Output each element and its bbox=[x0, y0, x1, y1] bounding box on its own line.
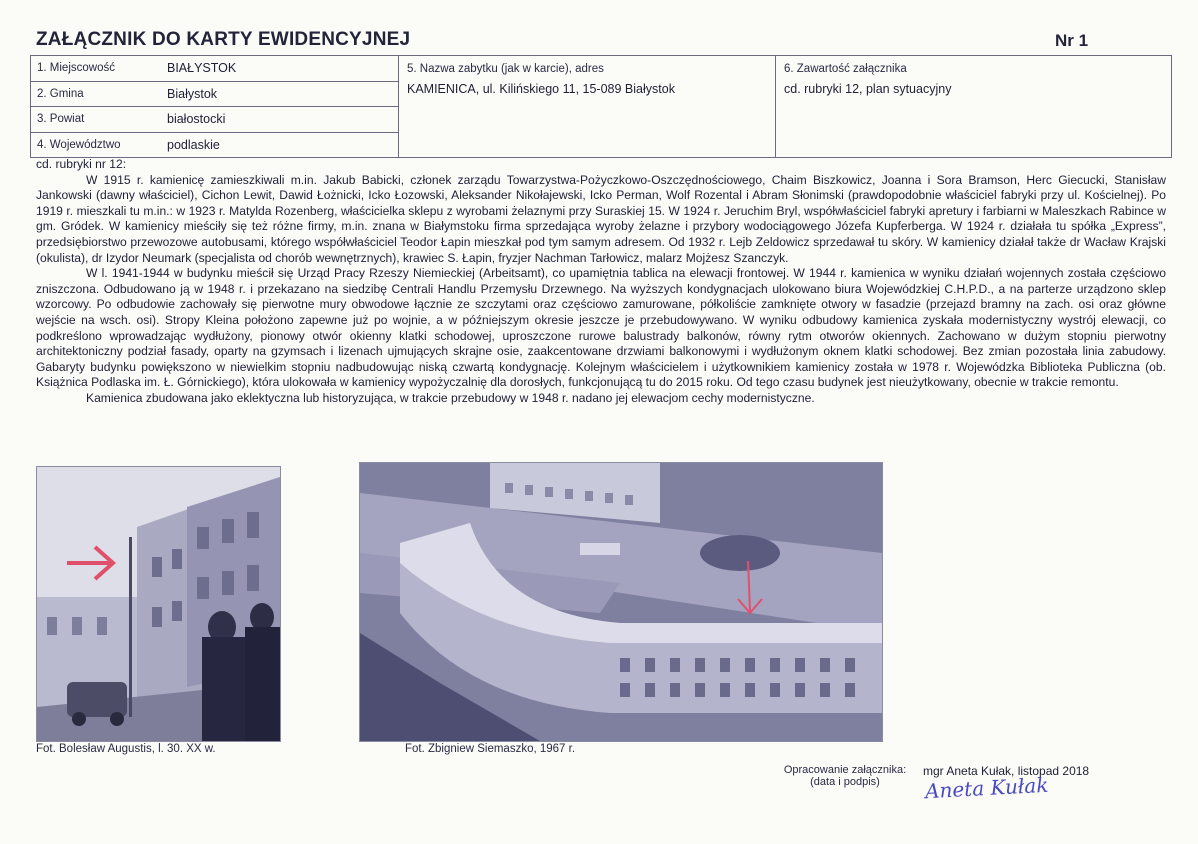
body-text bbox=[36, 157, 1166, 407]
paragraph-1: W 1915 r. kamienicę zamieszkiwali m.in. Jakub Babicki, członek zarządu Towarzystwa-Pożyczkowo-Oszczędnościowego, Chaim Biszkowicz, Joanna i Sora Bramson, Herc Giecucki, Stanisław Jankowski (dawny właściciel), Cichon Lewit, Dawid Łożnicki, Icko Łozowski, Aleksander Nikołajewski, Icko Perman, Wolf Rozental i Abram Słonimski (prawdopodobnie właściciel fabryki przy ul. Kościelnej). Po 1919 r. mieszkali tu m.in.: w 1923 r. Matylda Rozenberg, właścicielka sklepu z wyrobami żelaznymi przy Suraskiej 15. W 1924 r. Jeruchim Bryl, współwłaściciel fabryki apretury i farbiarni w Maleszkach Rabince w gm. Gródek. W kamienicy mieściły się też różne firmy, m.in. znana w Białymstoku firma sprzedająca wyroby żelazne i przybory wodociągowego Józefa Kupferberga. W 1924 r. działała tu spółka „Express”, przedsiębiorstwo przewozowe autobusami, którego współwłaściciel Teodor Łapin mieszkał pod tym samym adresem. Od 1932 r. Lejb Zeldowicz sprzedawał tu skóry. W kamienicy działał także dr Wacław Krajski (okulista), dr Izydor Neumark (specjalista od chorób wewnętrznych), krawiec S. Łapin, fryzjer Nachman Tarłowicz, malarz Mojżesz Szanczyk. bbox=[36, 172, 1166, 265]
document-number: Nr 1 bbox=[1055, 31, 1089, 50]
row-miejscowosc bbox=[31, 56, 398, 82]
footer-label bbox=[775, 764, 915, 788]
row-gmina bbox=[31, 82, 398, 108]
powiat-label: 3. Powiat bbox=[37, 113, 85, 125]
contents-column bbox=[776, 56, 1172, 157]
nazwa-value: KAMIENICA, ul. Kilińskiego 11, 15-089 Białystok bbox=[407, 82, 675, 96]
row-wojewodztwo bbox=[31, 133, 398, 159]
zawartosc-label: 6. Zawartość załącznika bbox=[784, 63, 907, 75]
gmina-label: 2. Gmina bbox=[37, 87, 84, 100]
photo2-caption: Fot. Zbigniew Siemaszko, 1967 r. bbox=[405, 743, 576, 755]
footer-label-line1: Opracowanie załącznika: bbox=[783, 764, 907, 776]
wojewodztwo-label: 4. Województwo bbox=[37, 138, 121, 151]
historic-street-photo bbox=[36, 466, 281, 742]
body-lead: cd. rubryki nr 12: bbox=[36, 157, 127, 171]
zawartosc-value: cd. rubryki 12, plan sytuacyjny bbox=[784, 82, 952, 96]
footer-label-line2: (data i podpis) bbox=[810, 776, 880, 788]
powiat-value: białostocki bbox=[167, 112, 226, 126]
paragraph-2: W l. 1941-1944 w budynku mieścił się Urząd Pracy Rzeszy Niemieckiej (Arbeitsamt), co upamiętnia tablica na elewacji frontowej. W 1944 r. kamienica w wyniku działań wojennych została częściowo zniszczona. Odbudowano ją w 1948 r. i przekazano na siedzibę Centrali Handlu Przemysłu Drzewnego. Na wyższych kondygnacjach ulokowano biura Wojewódzkiej C.H.P.D., a na parterze urządzono sklep wzorcowy. Po odbudowie zachowały się pierwotne mury obwodowe łącznie ze szczytami oraz częściowo zamurowane, półkoliście zamknięte otwory w fasadzie (przejazd bramny na zach. osi oraz główne wejście na wsch. osi). Stropy Kleina położono zapewne już po wojnie, a w późniejszym okresie jeszcze je przebudowywano. W wyniku odbudowy kamienica zyskała modernistyczny wystrój elewacji, co podkreślono wprowadzając wydłużony, pionowy otwór okienny klatki schodowej, uproszczone rurowe balustrady balkonów, równy rytm otworów okiennych. Zachowano w dużym stopniu pierwotny architektoniczny podział fasady, oparty na gzymsach i lizenach ujmujących skrajne osie, zaakcentowane drzwiami balkonowymi i wydłużonym oknem klatki schodowej. Bez zmian pozostała linia zabudowy. Gabaryty budynku powiększono w niewielkim stopniu nadbudowując niską czwartą kondygnację. Kolejnym właścicielem i użytkownikiem kamienicy została w 1978 r. Wojewódzka Biblioteka Publiczna (ob. Książnica Podlaska im. Ł. Górnickiego), która ulokowała w kamienicy wypożyczalnię dla dorosłych, funkcjonującą tu do 2015 roku. Od tego czasu budynek jest nieużytkowany, obecnie w trakcie remontu. bbox=[36, 266, 1166, 390]
header-table bbox=[30, 55, 1172, 158]
paragraph-3: Kamienica zbudowana jako eklektyczna lub historyzująca, w trakcie przebudowy w 1948 r. nadano jej elewacjom cechy modernistyczne. bbox=[86, 390, 815, 405]
row-powiat bbox=[31, 107, 398, 133]
handwritten-signature: Aneta Kułak bbox=[924, 772, 1049, 804]
monument-column bbox=[399, 56, 776, 157]
historic-street-illustration bbox=[37, 467, 280, 741]
wojewodztwo-value: podlaskie bbox=[167, 137, 220, 152]
footer-author: mgr Aneta Kułak, listopad 2018 bbox=[923, 764, 1090, 778]
photo1-caption: Fot. Bolesław Augustis, l. 30. XX w. bbox=[36, 743, 216, 755]
aerial-photo bbox=[359, 462, 883, 742]
gmina-value: Białystok bbox=[167, 86, 218, 101]
miejscowosc-value: BIAŁYSTOK bbox=[167, 61, 237, 75]
miejscowosc-label: 1. Miejscowość bbox=[37, 62, 115, 74]
aerial-illustration bbox=[360, 463, 882, 741]
nazwa-label: 5. Nazwa zabytku (jak w karcie), adres bbox=[407, 63, 604, 75]
document-title: ZAŁĄCZNIK DO KARTY EWIDENCYJNEJ bbox=[36, 29, 411, 50]
location-column bbox=[31, 56, 399, 157]
